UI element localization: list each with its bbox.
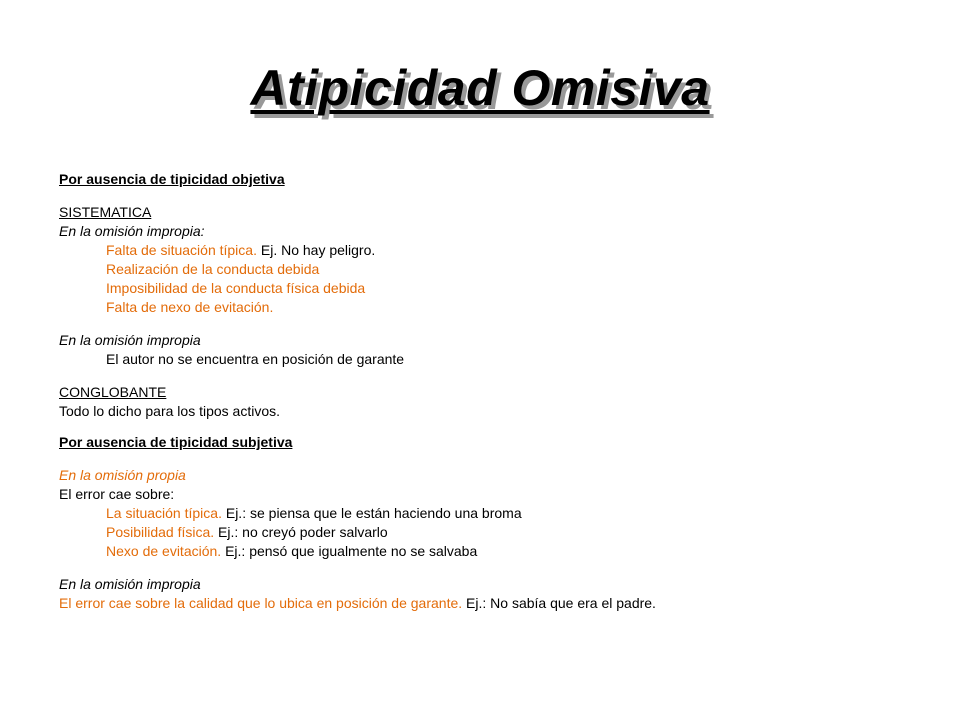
item-example: Ej.: no creyó poder salvarlo bbox=[214, 524, 388, 540]
label-omision-impropia-2: En la omisión impropia bbox=[59, 332, 201, 348]
item-example: Ej.: pensó que igualmente no se salvaba bbox=[221, 543, 478, 559]
list-item bbox=[59, 594, 919, 613]
list-item bbox=[59, 298, 919, 317]
page-title: Atipicidad Omisiva bbox=[250, 60, 710, 116]
list-item bbox=[59, 241, 919, 260]
item-highlight: El error cae sobre la calidad que lo ubica en posición de garante. bbox=[59, 595, 463, 611]
list-item bbox=[59, 523, 919, 542]
label-conglobante: CONGLOBANTE bbox=[59, 384, 167, 400]
label-sistematica: SISTEMATICA bbox=[59, 204, 152, 220]
list-item bbox=[59, 279, 919, 298]
heading-subjetiva: Por ausencia de tipicidad subjetiva bbox=[59, 434, 293, 450]
list-item: El autor no se encuentra en posición de garante bbox=[106, 351, 405, 367]
label-omision-impropia-3: En la omisión impropia bbox=[59, 576, 201, 592]
list-item bbox=[59, 260, 919, 279]
item-highlight: Falta de situación típica. bbox=[106, 242, 257, 258]
item-example: Ej.: No sabía que era el padre. bbox=[462, 595, 656, 611]
item-highlight: Imposibilidad de la conducta física debida bbox=[106, 280, 366, 296]
list-item bbox=[59, 504, 919, 523]
item-example: Ej. No hay peligro. bbox=[256, 242, 376, 258]
item-highlight: Realización de la conducta debida bbox=[106, 261, 320, 277]
conglobante-text: Todo lo dicho para los tipos activos. bbox=[59, 403, 281, 419]
item-highlight: La situación típica. bbox=[106, 505, 222, 521]
list-item bbox=[59, 542, 919, 561]
label-omision-impropia-1: En la omisión impropia: bbox=[59, 223, 205, 239]
item-highlight: Posibilidad física. bbox=[106, 524, 215, 540]
label-omision-propia: En la omisión propia bbox=[59, 467, 186, 483]
item-highlight: Nexo de evitación. bbox=[106, 543, 222, 559]
item-highlight: Falta de nexo de evitación. bbox=[106, 299, 274, 315]
slide-body bbox=[59, 170, 919, 613]
heading-objetiva: Por ausencia de tipicidad objetiva bbox=[59, 171, 285, 187]
intro-error: El error cae sobre: bbox=[59, 486, 175, 502]
item-example: Ej.: se piensa que le están haciendo una broma bbox=[221, 505, 522, 521]
